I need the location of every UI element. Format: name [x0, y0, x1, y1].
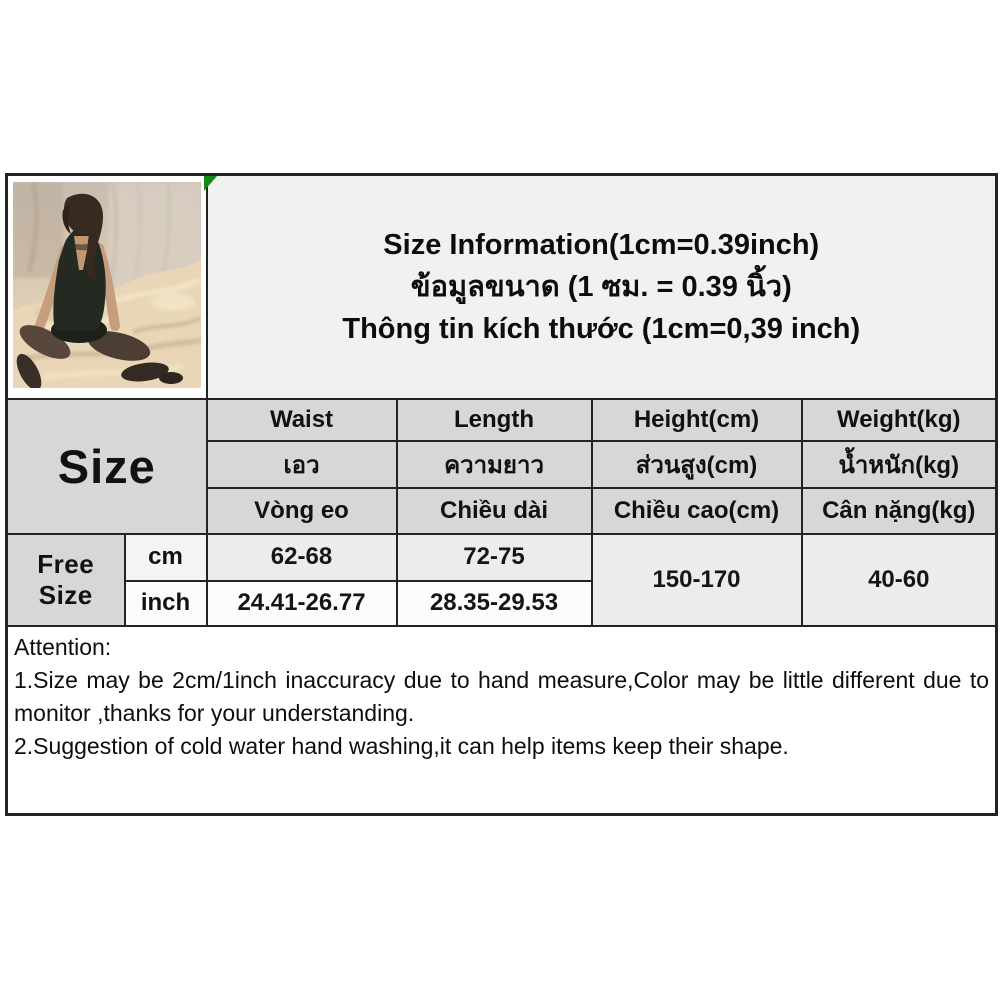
attention-note-1: 1.Size may be 2cm/1inch inaccuracy due to hand measure,Color may be little different due to monitor ,thanks for your understanding. — [14, 666, 990, 726]
green-corner-marker-icon — [204, 176, 217, 191]
unit-inch-label: inch — [125, 581, 207, 626]
size-table-wrapper — [5, 173, 995, 816]
header-height-en: Height(cm) — [592, 399, 802, 441]
header-waist-th: เอว — [207, 441, 397, 488]
title-line-en: Size Information(1cm=0.39inch) — [383, 228, 820, 261]
waist-inch-value: 24.41-26.77 — [207, 581, 397, 626]
weight-range-value: 40-60 — [802, 534, 997, 626]
product-photo — [13, 182, 201, 388]
header-height-th: ส่วนสูง(cm) — [592, 441, 802, 488]
size-table — [5, 173, 998, 816]
attention-note-2: 2.Suggestion of cold water hand washing,it can help items keep their shape. — [14, 732, 789, 759]
attention-heading: Attention: — [14, 633, 112, 660]
free-size-label: Free Size — [7, 534, 125, 626]
header-waist-en: Waist — [207, 399, 397, 441]
title-cell — [207, 175, 997, 399]
attention-row — [7, 626, 997, 815]
length-inch-value: 28.35-29.53 — [397, 581, 592, 626]
title-line-vi: Thông tin kích thước (1cm=0,39 inch) — [342, 312, 861, 345]
unit-cm-label: cm — [125, 534, 207, 581]
photo-title-row — [7, 175, 997, 399]
height-range-value: 150-170 — [592, 534, 802, 626]
header-weight-th: น้ำหนัก(kg) — [802, 441, 997, 488]
waist-cm-value: 62-68 — [207, 534, 397, 581]
header-length-en: Length — [397, 399, 592, 441]
length-cm-value: 72-75 — [397, 534, 592, 581]
data-row-cm — [7, 534, 997, 581]
header-row-en — [7, 399, 997, 441]
header-weight-en: Weight(kg) — [802, 399, 997, 441]
header-length-vi: Chiều dài — [397, 488, 592, 534]
header-length-th: ความยาว — [397, 441, 592, 488]
header-waist-vi: Vòng eo — [207, 488, 397, 534]
title-line-th: ข้อมูลขนาด (1 ซม. = 0.39 นิ้ว) — [410, 270, 792, 303]
header-height-vi: Chiều cao(cm) — [592, 488, 802, 534]
attention-cell — [7, 626, 997, 815]
product-photo-cell — [7, 175, 207, 399]
size-corner-label: Size — [7, 399, 207, 534]
header-weight-vi: Cân nặng(kg) — [802, 488, 997, 534]
